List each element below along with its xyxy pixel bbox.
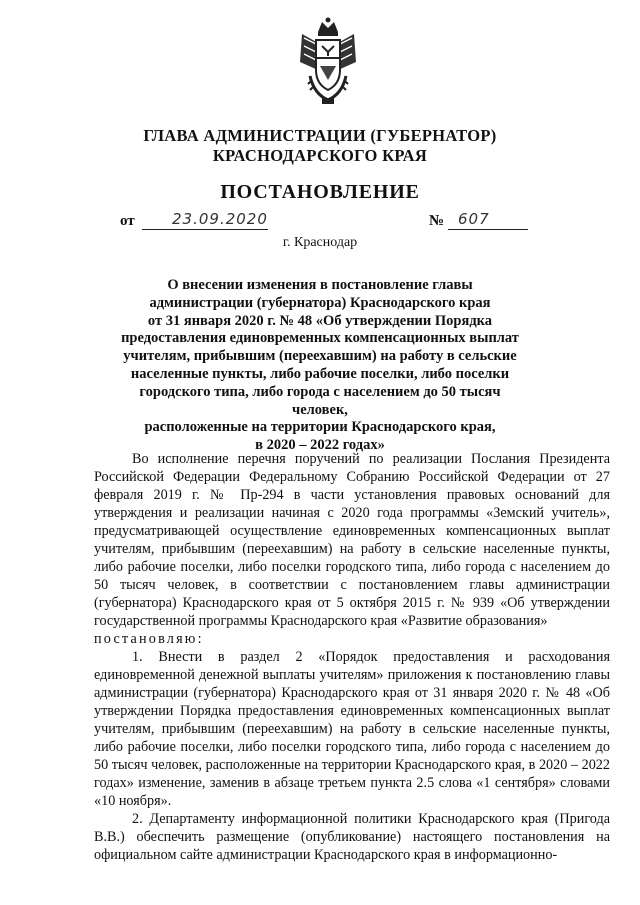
document-body [94, 450, 610, 864]
document-type: ПОСТАНОВЛЕНИЕ [220, 181, 420, 203]
coat-of-arms-emblem [296, 14, 360, 110]
title-line: от 31 января 2020 г. № 48 «Об утверждении Порядка [147, 312, 493, 329]
item-1-paragraph: 1. Внести в раздел 2 «Порядок предоставления и расходования единовременной денежной выплаты учителям» приложения к постановлению главы администрации (губернатора) Краснодарского края от 31 января 2020 г. № 48 «Об утверждении Порядка предоставления единовременных компенсационных выплат учителям, прибывшим (переехавшим) на работу в сельские населенные пункты, либо рабочие поселки, либо поселки городского типа, либо города с населением до 50 тысяч человек, расположенные на территории Краснодарского края, в 2020 – 2022 годах» изменение, заменив в абзаце третьем пункта 2.5 слова «1 сентября» словами «10 ноября». [94, 649, 610, 809]
title-line: учителям, прибывшим (переехавшим) на работу в сельские [123, 348, 517, 365]
date-label: от [120, 213, 135, 229]
number-line [448, 211, 528, 230]
number-label: № [429, 213, 445, 229]
preamble-paragraph: Во исполнение перечня поручений по реализации Послания Президента Российской Федерации Федеральному Собранию Российской Федерации от 27 февраля 2019 г. № Пр-294 в части установления правовых оснований для утверждения и реализации начиная с 2020 года программы «Земский учитель», предусматривающей осуществление единовременных компенсационных выплат учителям, прибывшим (переехавшим) на работу в сельские населенные пункты, либо рабочие поселки, либо поселки городского типа, либо города с населением до 50 тысяч человек, в соответствии с постановлением главы администрации (губернатора) Краснодарского края от 5 октября 2015 г. № 939 «Об утверждении государственной программы Краснодарского края «Развитие образования» [94, 451, 610, 629]
city: г. Краснодар [282, 235, 358, 250]
issuing-authority [0, 126, 640, 166]
number-value: 607 [458, 210, 490, 228]
item-2-paragraph: 2. Департаменту информационной политики Краснодарского края (Пригода В.В.) обеспечить размещение (опубликование) настоящего постановления на официальном сайте администрации Краснодарского края в информационно- [94, 811, 610, 863]
decree-word: постановляю: [94, 631, 204, 647]
title-line: О внесении изменения в постановление главы [167, 277, 473, 293]
document-title [120, 277, 520, 455]
title-line: администрации (губернатора) Краснодарского края [149, 294, 491, 311]
authority-line-1: ГЛАВА АДМИНИСТРАЦИИ (ГУБЕРНАТОР) [143, 126, 497, 145]
title-line: в 2020 – 2022 годах» [255, 437, 385, 454]
date-value: 23.09.2020 [172, 210, 268, 228]
title-line: населенные пункты, либо рабочие поселки, либо поселки [130, 365, 510, 382]
date-line [142, 211, 268, 230]
title-line: расположенные на территории Краснодарского края, [144, 419, 496, 436]
title-line: городского типа, либо города с населением до 50 тысяч человек, [139, 383, 501, 418]
authority-line-2: КРАСНОДАРСКОГО КРАЯ [212, 146, 428, 165]
title-line: предоставления единовременных компенсационных выплат [121, 330, 519, 347]
